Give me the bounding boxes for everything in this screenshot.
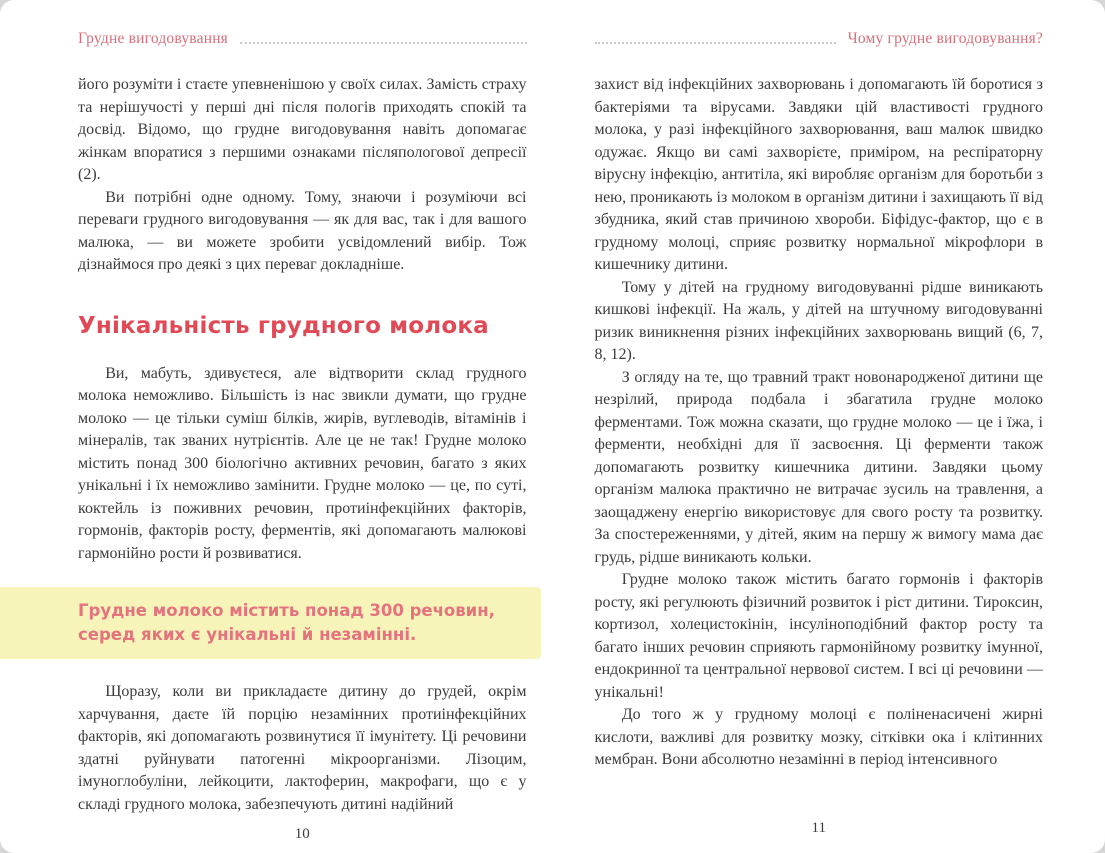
dotted-leader-right xyxy=(595,42,836,44)
running-head-left-title: Грудне вигодовування xyxy=(78,30,229,47)
page-right xyxy=(561,0,1105,853)
page-number-right: 11 xyxy=(811,820,826,836)
running-head-right-title: Чому грудне вигодовування? xyxy=(847,30,1043,47)
paragraph: З огляду на те, що травний тракт новонародженої дитини ще незрілий, природа подбала і збагатила грудне молоко ферментами. Тож можна сказати, що грудне молоко — це і їжа, і ферменти, необхідні для її засвоєння. Ці ферменти також допомагають розвитку кишечника дитини. Завдяки цьому організм малюка практично не витрачає зусиль на травлення, а заощаджену енергію використовує для свого росту та розвитку. За спостереженнями, у дітей, яким на першу ж вимогу мама дає грудь, рідше виникають кольки. xyxy=(594,368,1043,566)
paragraph: Ви, мабуть, здивуєтеся, але відтворити склад грудного молока неможливо. Більшість із нас звикли думати, що грудне молоко — це тільки суміш білків, жирів, вуглеводів, вітамінів і мінералів, так званих нутрієнтів. Але це не так! Грудне молоко містить понад 300 біологічно активних речовин, багато з яких унікальні і їх неможливо замінити. Грудне молоко — це, по суті, коктейль із поживних речовин, протиінфекційних факторів, гормонів, факторів росту, ферментів, які допомагають малюкові гармонійно рости й розвиватися. xyxy=(78,364,527,562)
paragraph: Щоразу, коли ви прикладаєте дитину до грудей, окрім харчування, даєте їй порцію незамінних протиінфекційних факторів, які допомагають розвинутися її імунітету. Ці речовини здатні руйнувати патогенні мікроорганізми. Лізоцим, імуноглобуліни, лейкоцити, лактоферин, макрофаги, що є у складі грудного молока, забезпечують дитині надійний xyxy=(78,683,527,813)
left-page-content xyxy=(78,74,527,816)
highlight-line: серед яких є унікальні й незамінні. xyxy=(78,625,417,644)
section-heading: Унікальність грудного молока xyxy=(78,312,489,339)
dotted-leader-left xyxy=(240,42,526,44)
paragraph: Ви потрібні одне одному. Тому, знаючи і розуміючи всі переваги грудного вигодовування — як для вас, так і для вашого малюка, — ви можете зробити усвідомлений вибір. Тож дізнаймося про деякі з цих переваг докладніше. xyxy=(78,188,527,273)
paragraph: Тому у дітей на грудному вигодовуванні рідше виникають кишкові інфекції. На жаль, у дітей на штучному вигодовуванні ризик виникнення різних інфекційних захворювань вищий (6, 7, 8, 12). xyxy=(594,278,1043,363)
running-head-left xyxy=(78,30,527,48)
highlight-line: Грудне молоко містить понад 300 речовин, xyxy=(78,601,495,620)
paragraph: До того ж у грудному молоці є поліненасичені жирні кислоти, важливі для розвитку мозку, сітківки ока і клітинних мембран. Вони абсолютно незамінні в період інтенсивного xyxy=(594,706,1043,768)
right-page-content xyxy=(595,74,1044,810)
page-number-left: 10 xyxy=(294,826,310,842)
paragraph: його розуміти і стаєте упевненішою у своїх силах. Замість страху та нерішучості у перші дні після пологів приходять спокій та досвід. Відомо, що грудне вигодовування навіть допомагає жінкам впоратися з першими ознаками післяпологової депресії (2). xyxy=(78,76,527,183)
highlight-box xyxy=(0,587,541,659)
running-head-right xyxy=(595,30,1044,48)
paragraph: Грудне молоко також містить багато гормонів і факторів росту, які регулюють фізичний розвиток і ріст дитини. Тироксин, кортизол, холецистокінін, інсуліноподібний фактор росту та багато інших речовин сприяють гармонійному розвитку імунної, ендокринної та центральної нервової систем. І всі ці речовини — унікальні! xyxy=(594,571,1043,701)
paragraph: захист від інфекційних захворювань і допомагають їй боротися з бактеріями та вірусами. Завдяки цій властивості грудного молока, у разі інфекційного захворювання, ваш малюк швидко одужає. Якщо ви самі захворієте, приміром, на респіраторну вірусну інфекцію, антитіла, які виробляє організм для боротьби з нею, проникають із молоком в організм дитини і захищають її від збудника, який став причиною хвороби. Біфідус-фактор, що є в грудному молоці, сприяє розвитку нормальної мікрофлори в кишечнику дитини. xyxy=(594,76,1043,273)
